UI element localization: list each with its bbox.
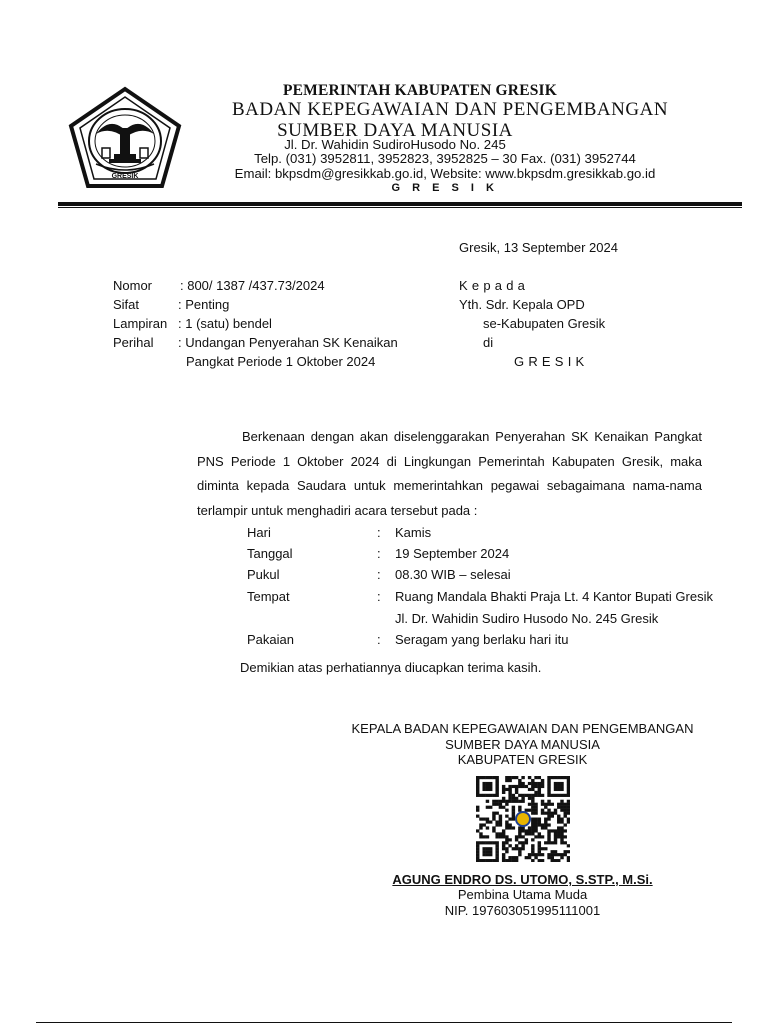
schedule-tanggal-value: 19 September 2024 [395,546,510,561]
letterhead-rule-thin [58,207,742,208]
schedule-tempat-label: Tempat [247,589,290,604]
signer-rank: Pembina Utama Muda [457,887,588,902]
letterhead-email: Email: bkpsdm@gresikkab.go.id, Website: www.bkpsdm.gresikkab.go.id [234,166,656,181]
recipient-di: di [483,335,494,350]
schedule-tanggal-sep: : [377,546,381,561]
schedule-tanggal-label: Tanggal [247,546,293,561]
letterhead-rule-thick [58,202,742,206]
recipient-se: se-Kabupaten Gresik [483,316,606,331]
schedule-tempat-sep: : [377,589,381,604]
nomor-value: : 800/ 1387 /437.73/2024 [180,278,325,293]
perihal-value-line1: : Undangan Penyerahan SK Kenaikan [178,335,398,350]
signer-title-line2: SUMBER DAYA MANUSIA [445,737,600,752]
letterhead-government: PEMERINTAH KABUPATEN GRESIK [282,82,558,99]
schedule-pukul-value: 08.30 WIB – selesai [395,567,511,582]
lampiran-label: Lampiran [113,316,168,331]
schedule-pakaian-label: Pakaian [247,632,294,647]
sifat-value: : Penting [178,297,230,312]
letterhead-phone: Telp. (031) 3952811, 3952823, 3952825 – 30 Fax. (031) 3952744 [254,151,636,166]
schedule-pukul-sep: : [377,567,381,582]
letterhead-agency-line1: BADAN KEPEGAWAIAN DAN PENGEMBANGAN [231,99,669,120]
schedule-pakaian-sep: : [377,632,381,647]
recipient-city: G R E S I K [514,354,585,369]
schedule-hari-value: Kamis [395,525,432,540]
perihal-value-line2: Pangkat Periode 1 Oktober 2024 [186,354,376,369]
logo-text: GRESIK [111,173,139,180]
closing-text: Demikian atas perhatiannya diucapkan terima kasih. [240,660,542,675]
lampiran-value: : 1 (satu) bendel [178,316,272,331]
signer-title-line1: KEPALA BADAN KEPEGAWAIAN DAN PENGEMBANGAN [351,721,694,736]
schedule-tempat-address: Jl. Dr. Wahidin Sudiro Husodo No. 245 Gresik [395,611,659,626]
sifat-label: Sifat [113,297,140,312]
nomor-label: Nomor [113,278,153,293]
schedule-pakaian-value: Seragam yang berlaku hari itu [395,632,569,647]
body-paragraph: Berkenaan dengan akan diselenggarakan Penyerahan SK Kenaikan Pangkat PNS Periode 1 Oktober 2024 di Lingkungan Pemerintah Kabupaten Gresik, maka diminta kepada Saudara untuk memerintahkan pegawai sebagaimana nama-nama terlampir untuk menghadiri acara tersebut pada : [197,429,702,518]
qr-code [476,776,570,862]
signer-title-line3: KABUPATEN GRESIK [457,752,588,767]
schedule-tempat-value: Ruang Mandala Bhakti Praja Lt. 4 Kantor Bupati Gresik [395,589,713,604]
footer-rule [36,1022,732,1023]
letterhead-agency-line2: SUMBER DAYA MANUSIA [277,120,513,141]
schedule-hari-sep: : [377,525,381,540]
letterhead-address: Jl. Dr. Wahidin SudiroHusodo No. 245 [284,137,506,152]
signer-name: AGUNG ENDRO DS. UTOMO, S.STP., M.Si. [392,872,653,887]
letterhead-city: G R E S I K [391,182,499,194]
qr-center-emblem-icon [516,812,530,826]
recipient-kepada: K e p a d a [459,278,526,293]
signer-nip: NIP. 197603051995111001 [444,903,601,918]
schedule-hari-label: Hari [247,525,271,540]
perihal-label: Perihal [113,335,154,350]
letter-date: Gresik, 13 September 2024 [459,240,618,255]
schedule-pukul-label: Pukul [247,567,280,582]
recipient-yth: Yth. Sdr. Kepala OPD [459,297,585,312]
